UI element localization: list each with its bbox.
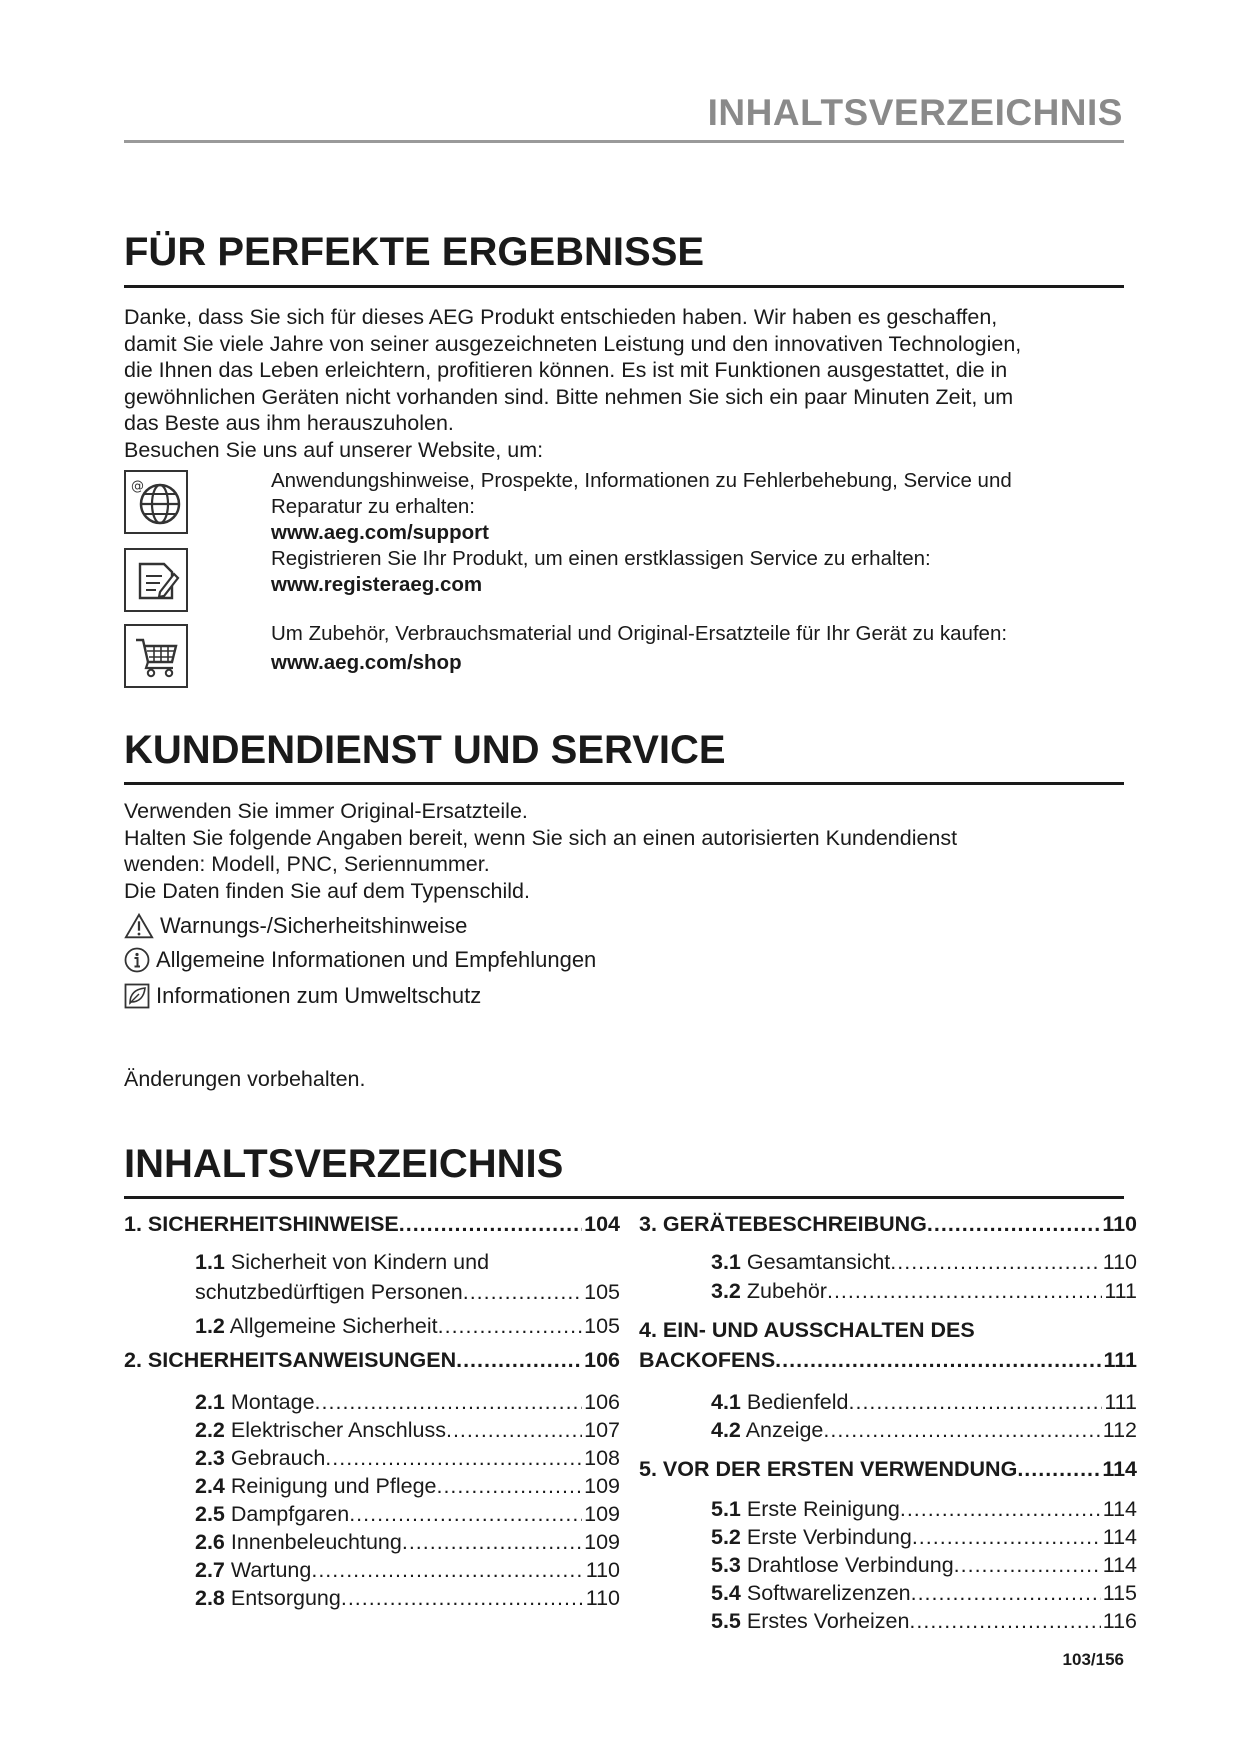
toc-page-number: 114 — [1102, 1553, 1137, 1577]
paragraph-line: damit Sie viele Jahre von seiner ausgezeichneten Leistung und den innovativen Technologien, — [124, 331, 1022, 356]
toc-entry-number: 3.1 — [711, 1250, 741, 1274]
support-url-link[interactable]: www.aeg.com/support — [271, 521, 489, 544]
toc-entry-label: Erste Verbindung — [746, 1525, 912, 1549]
toc-entry-5-3[interactable] — [711, 1553, 1137, 1581]
toc-entry-label: Wartung — [230, 1558, 312, 1582]
toc-entry-number: 2.7 — [195, 1558, 225, 1582]
info-icon — [124, 946, 150, 974]
toc-page-number: 110 — [1102, 1212, 1137, 1236]
toc-entry-4[interactable] — [639, 1318, 1137, 1373]
toc-page-number: 111 — [1103, 1348, 1137, 1372]
paragraph-line: Die Daten finden Sie auf dem Typenschild. — [124, 878, 530, 903]
toc-page-number: 105 — [584, 1280, 620, 1304]
toc-entry-number: 2.4 — [195, 1474, 225, 1498]
toc-entry-label: Dampfgaren — [230, 1502, 350, 1526]
paragraph-line: wenden: Modell, PNC, Seriennummer. — [124, 852, 490, 876]
toc-leader — [463, 1280, 582, 1305]
toc-entry-5-1[interactable] — [711, 1497, 1137, 1525]
toc-entry-number: 3.2 — [711, 1279, 741, 1303]
page-number: 103/156 — [1062, 1650, 1124, 1669]
warning-legend-row — [124, 912, 467, 940]
toc-entry-label: Montage — [230, 1390, 315, 1414]
toc-leader — [311, 1558, 583, 1583]
svg-text:@: @ — [131, 479, 144, 494]
toc-entry-4-2[interactable] — [711, 1418, 1137, 1446]
toc-leader — [927, 1212, 1100, 1237]
toc-entry-2[interactable] — [124, 1348, 620, 1373]
toc-page-number: 110 — [1102, 1250, 1137, 1274]
toc-page-number: 114 — [1102, 1497, 1137, 1521]
toc-leader — [399, 1212, 582, 1237]
toc-entry-2-1[interactable] — [195, 1390, 620, 1418]
warning-legend-text: Warnungs-/Sicherheitshinweise — [160, 913, 468, 938]
warning-icon — [124, 912, 154, 940]
toc-entry-2-3[interactable] — [195, 1446, 620, 1474]
toc-entry-number: 1.2 — [195, 1314, 225, 1338]
info-legend-row — [124, 946, 596, 974]
toc-leader — [325, 1446, 582, 1471]
toc-page-number: 114 — [1102, 1525, 1137, 1549]
toc-entry-3[interactable] — [639, 1212, 1137, 1237]
toc-entry-5-2[interactable] — [711, 1525, 1137, 1553]
toc-entry-2-5[interactable] — [195, 1502, 620, 1530]
toc-entry-label: Gesamtansicht — [746, 1250, 891, 1274]
paragraph-line: Verwenden Sie immer Original-Ersatzteile. — [124, 799, 528, 823]
toc-entry-number: 2.1 — [195, 1390, 225, 1414]
toc-leader — [827, 1279, 1102, 1304]
toc-leader — [1017, 1457, 1100, 1482]
toc-entry-3-1[interactable] — [711, 1250, 1137, 1279]
toc-page-number: 111 — [1104, 1390, 1137, 1414]
section-divider — [124, 782, 1124, 785]
toc-leader — [912, 1525, 1101, 1550]
toc-page-number: 109 — [584, 1474, 620, 1498]
toc-page-number: 106 — [584, 1348, 620, 1372]
toc-entry-2-2[interactable] — [195, 1418, 620, 1446]
toc-entry-label: 4. EIN- UND AUSSCHALTEN DES — [639, 1318, 975, 1342]
toc-entry-label: 3. GERÄTEBESCHREIBUNG — [639, 1212, 927, 1236]
support-description-cont: Reparatur zu erhalten: — [271, 495, 475, 518]
section-divider — [124, 285, 1124, 288]
toc-entry-label: Bedienfeld — [746, 1390, 849, 1414]
toc-entry-label: Softwarelizenzen — [746, 1581, 911, 1605]
shop-url-link[interactable]: www.aeg.com/shop — [271, 651, 462, 674]
toc-entry-number: 4.2 — [711, 1418, 741, 1442]
toc-page-number: 109 — [584, 1530, 620, 1554]
toc-leader — [849, 1390, 1103, 1415]
toc-entry-label: Innenbeleuchtung — [230, 1530, 402, 1554]
toc-entry-label: Drahtlose Verbindung — [746, 1553, 954, 1577]
toc-entry-2-8[interactable] — [195, 1586, 620, 1614]
toc-entry-number: 5.5 — [711, 1609, 741, 1633]
toc-page-number: 105 — [584, 1314, 620, 1338]
toc-leader — [775, 1348, 1101, 1373]
toc-page-number: 111 — [1104, 1279, 1137, 1303]
toc-subsection-list-5 — [711, 1497, 1137, 1637]
toc-page-number: 110 — [585, 1586, 620, 1610]
toc-page-number: 108 — [584, 1446, 620, 1470]
toc-entry-5[interactable] — [639, 1457, 1137, 1482]
toc-entry-label: Erste Reinigung — [746, 1497, 900, 1521]
running-header-title: INHALTSVERZEICHNIS — [707, 92, 1123, 133]
paragraph-line: das Beste aus ihm herauszuholen. — [124, 411, 454, 435]
toc-entry-number: 2.3 — [195, 1446, 225, 1470]
leaf-icon — [124, 982, 150, 1010]
toc-leader — [402, 1530, 582, 1555]
toc-entry-label: Reinigung und Pflege — [230, 1474, 437, 1498]
toc-entry-number: 2.5 — [195, 1502, 225, 1526]
toc-entry-label: BACKOFENS — [639, 1348, 776, 1372]
toc-leader — [436, 1474, 582, 1499]
support-description: Anwendungshinweise, Prospekte, Informationen zu Fehlerbehebung, Service und — [271, 469, 1012, 492]
toc-entry-label: Elektrischer Anschluss — [230, 1418, 446, 1442]
paragraph-line: die Ihnen das Leben erleichtern, profitieren können. Es ist mit Funktionen ausgestattet, die in — [124, 358, 1008, 382]
toc-entry-label: Zubehör — [746, 1279, 827, 1303]
section-title-table-of-contents: INHALTSVERZEICHNIS — [124, 1142, 564, 1186]
toc-page-number: 106 — [584, 1390, 620, 1414]
toc-entry-number: 1.1 — [195, 1250, 225, 1274]
toc-entry-label: Sicherheit von Kindern und — [230, 1250, 490, 1274]
toc-entry-number: 5.1 — [711, 1497, 741, 1521]
toc-entry-label: schutzbedürftigen Personen — [195, 1280, 463, 1304]
toc-entry-label: Anzeige — [745, 1418, 824, 1442]
changes-reserved-note: Änderungen vorbehalten. — [124, 1067, 366, 1091]
environment-legend-row — [124, 982, 481, 1010]
toc-leader — [911, 1581, 1101, 1606]
toc-leader — [456, 1348, 582, 1373]
toc-entry-1-1[interactable] — [195, 1250, 620, 1305]
toc-leader — [315, 1390, 583, 1415]
service-paragraph — [124, 798, 1124, 904]
toc-leader — [438, 1314, 582, 1339]
section-title-customer-service: KUNDENDIENST UND SERVICE — [124, 728, 726, 772]
toc-entry-1-2[interactable] — [195, 1314, 620, 1339]
toc-entry-number: 5.2 — [711, 1525, 741, 1549]
toc-entry-5-4[interactable] — [711, 1581, 1137, 1609]
toc-entry-2-4[interactable] — [195, 1474, 620, 1502]
globe-icon — [124, 470, 188, 534]
section-divider — [124, 1196, 1124, 1199]
toc-page-number: 107 — [584, 1418, 620, 1442]
toc-entry-label: Gebrauch — [230, 1446, 326, 1470]
toc-entry-3-2[interactable] — [711, 1279, 1137, 1308]
toc-page-number: 112 — [1102, 1418, 1137, 1442]
toc-leader — [909, 1609, 1100, 1634]
paragraph-line: gewöhnlichen Geräten nicht vorhanden sind. Bitte nehmen Sie sich ein paar Minuten Zeit, um — [124, 384, 1014, 409]
toc-entry-number: 5.3 — [711, 1553, 741, 1577]
toc-entry-2-6[interactable] — [195, 1530, 620, 1558]
toc-subsection-list-3 — [711, 1250, 1137, 1308]
header-divider — [124, 140, 1124, 143]
toc-subsection-list-2 — [195, 1390, 620, 1614]
intro-paragraph — [124, 304, 1124, 463]
toc-page-number: 116 — [1102, 1609, 1137, 1633]
toc-page-number: 110 — [585, 1558, 620, 1582]
toc-leader — [349, 1502, 582, 1527]
toc-entry-2-7[interactable] — [195, 1558, 620, 1586]
toc-page-number: 104 — [584, 1212, 620, 1236]
toc-entry-4-1[interactable] — [711, 1390, 1137, 1418]
register-url-link[interactable]: www.registeraeg.com — [271, 573, 483, 596]
toc-leader — [823, 1418, 1100, 1443]
toc-entry-label: 5. VOR DER ERSTEN VERWENDUNG — [639, 1457, 1018, 1481]
toc-page-number: 115 — [1102, 1581, 1137, 1605]
toc-entry-label: Entsorgung — [230, 1586, 341, 1610]
paragraph-line: Halten Sie folgende Angaben bereit, wenn Sie sich an einen autorisierten Kundendienst — [124, 825, 958, 850]
toc-entry-number: 5.4 — [711, 1581, 741, 1605]
toc-entry-label: Erstes Vorheizen — [746, 1609, 910, 1633]
toc-entry-number: 2.2 — [195, 1418, 225, 1442]
paragraph-line: Danke, dass Sie sich für dieses AEG Produkt entschieden haben. Wir haben es geschaffen, — [124, 305, 998, 329]
toc-entry-label: 1. SICHERHEITSHINWEISE — [124, 1212, 399, 1236]
paragraph-line: Besuchen Sie uns auf unserer Website, um: — [124, 437, 544, 462]
toc-leader — [900, 1497, 1101, 1522]
toc-leader — [446, 1418, 582, 1443]
toc-subsection-list-4 — [711, 1390, 1137, 1446]
toc-leader — [341, 1586, 584, 1611]
toc-page-number: 109 — [584, 1502, 620, 1526]
register-description: Registrieren Sie Ihr Produkt, um einen erstklassigen Service zu erhalten: — [271, 547, 931, 570]
register-icon — [124, 548, 188, 612]
info-legend-text: Allgemeine Informationen und Empfehlungen — [156, 947, 597, 972]
toc-entry-number: 2.6 — [195, 1530, 225, 1554]
toc-entry-label: Allgemeine Sicherheit — [229, 1314, 438, 1338]
support-link-block — [271, 468, 1012, 598]
toc-leader — [890, 1250, 1100, 1275]
shop-description: Um Zubehör, Verbrauchsmaterial und Original-Ersatzteile für Ihr Gerät zu kaufen: — [271, 622, 1008, 645]
toc-entry-number: 4.1 — [711, 1390, 741, 1414]
cart-icon — [124, 624, 188, 688]
toc-page-number: 114 — [1102, 1457, 1137, 1481]
toc-entry-5-5[interactable] — [711, 1609, 1137, 1637]
environment-legend-text: Informationen zum Umweltschutz — [156, 983, 482, 1008]
section-title-perfect-results: FÜR PERFEKTE ERGEBNISSE — [124, 230, 705, 274]
shop-link-block — [271, 621, 1007, 676]
toc-leader — [954, 1553, 1101, 1578]
toc-entry-label: 2. SICHERHEITSANWEISUNGEN — [124, 1348, 457, 1372]
toc-entry-number: 2.8 — [195, 1586, 225, 1610]
toc-entry-1[interactable] — [124, 1212, 620, 1237]
